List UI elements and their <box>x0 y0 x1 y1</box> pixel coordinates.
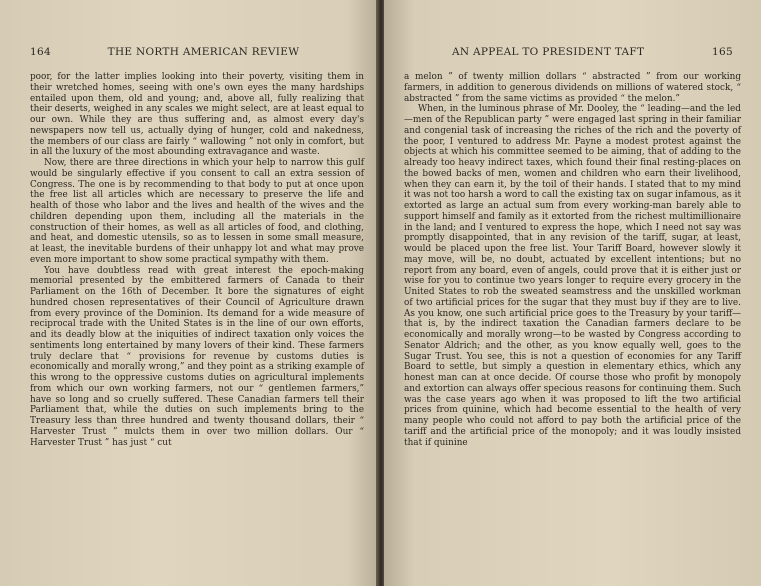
page-number: 164 <box>30 46 51 58</box>
left-page-body <box>30 72 364 448</box>
right-page <box>384 0 761 586</box>
left-page <box>0 0 378 586</box>
paragraph: You have doubtless read with great interest the epoch-making memorial presented by the embittered farmers of Canada to their Parliament on the 16th of December. It bore the signatures of eight hundred chosen representatives of their Council of Agriculture drawn from every province of the Dominion. Its demand for a wide measure of reciprocal trade with the United States is in the line of our own efforts, and its deadly blow at the iniquities of indirect taxation only voices the sentiments long entertained by many lovers of their kind. These farmers truly declare that “ provisions for revenue by customs duties is economically and morally wrong,” and they point as a striking example of this wrong to the oppressive customs duties on agricultural implements from which our own working farmers, not our “ gentlemen farmers,” have so long and so cruelly suffered. These Canadian farmers tell their Parliament that, while the duties on such implements bring to the Treasury less than three hundred and twenty thousand dollars, their “ Harvester Trust ” mulcts them in over two million dollars. Our “ Harvester Trust ” has just “ cut <box>30 265 364 448</box>
left-page-header <box>30 46 364 58</box>
paragraph: a melon ” of twenty million dollars “ abstracted ” from our working farmers, in addition to generous dividends on millions of watered stock, “ abstracted ” from the same victims as provided “ the melon.” <box>404 72 741 104</box>
right-page-header <box>404 46 741 58</box>
running-head: THE NORTH AMERICAN REVIEW <box>107 46 300 58</box>
running-head: AN APPEAL TO PRESIDENT TAFT <box>452 46 645 58</box>
paragraph: Now, there are three directions in which your help to narrow this gulf would be singularly effective if you consent to call an extra session of Congress. The one is by recommending to that body to put at once upon the free list all articles which are necessary to preserve the life and health of those who labor and the lives and health of the wives and the children depending upon them, including all the materials in the construction of their homes, as well as all articles of food, and clothing, and heat, and domestic utensils, so as to lessen in some small measure, at least, the inevitable burdens of their unhappy lot and what may prove even more important to show some practical sympathy with them. <box>30 158 364 265</box>
paragraph: When, in the luminous phrase of Mr. Dooley, the “ leading—and the led—men of the Republican party ” were engaged last spring in their familiar and congenial task of increasing the riches of the rich and the poverty of the poor, I ventured to address Mr. Payne a modest protest against the objects at which his committee seemed to be aiming, that of adding to the already too heavy indirect taxes, which found their final resting-places on the bowed backs of men, women and children who earn their livelihood, when they can earn it, by the toil of their hands. I stated that to my mind it was not too harsh a word to call the existing tax on sugar infamous, as it extorted as large an actual sum from every working-man barely able to support himself and family as it extorted from the richest multimillionaire in the land; and I ventured to express the hope, which I need not say was promptly disappointed, that in any revision of the tariff, sugar, at least, would be placed upon the free list. Your Tariff Board, however slowly it may move, will be, no doubt, actuated by excellent intentions; but no report from any board, even of angels, could prove that it is either just or wise for you to continue two years longer to require every grocery in the United States to rob the sweated seamstress and the unskilled workman of two artificial prices for the sugar that they must buy if they are to live. As you know, one such artificial price goes to the Treasury by your tariff—that is, by the indirect taxation the Canadian farmers declare to be economically and morally wrong—to be wasted by Congress according to Senator Aldrich; and the other, as you know equally well, goes to the Sugar Trust. You see, this is not a question of economies for any Tariff Board to settle, but simply a question in elementary ethics, which any honest man can at once decide. Of course those who profit by monopoly and extortion can always offer specious reasons for continuing them. Such was the case years ago when it was proposed to lift the two artificial prices from quinine, which had become essential to the health of very many people who could not afford to pay both the artificial price of the tariff and the artificial price of the monopoly; and it was loudly insisted that if quinine <box>404 104 742 448</box>
right-page-body <box>404 72 741 448</box>
paragraph: poor, for the latter implies looking into their poverty, visiting them in their wretched homes, seeing with one's own eyes the many hardships entailed upon them, old and young; and, above all, fully realizing that their deserts, weighed in any scales we might select, are at least equal to our own. While they are thus suffering and, as almost every day's newspapers now tell us, actually dying of hunger, cold and nakedness, the members of our class are fairly “ wallowing ” not only in comfort, but in all the luxury of the most abounding extravagance and waste. <box>30 72 364 158</box>
page-number: 165 <box>712 46 733 58</box>
